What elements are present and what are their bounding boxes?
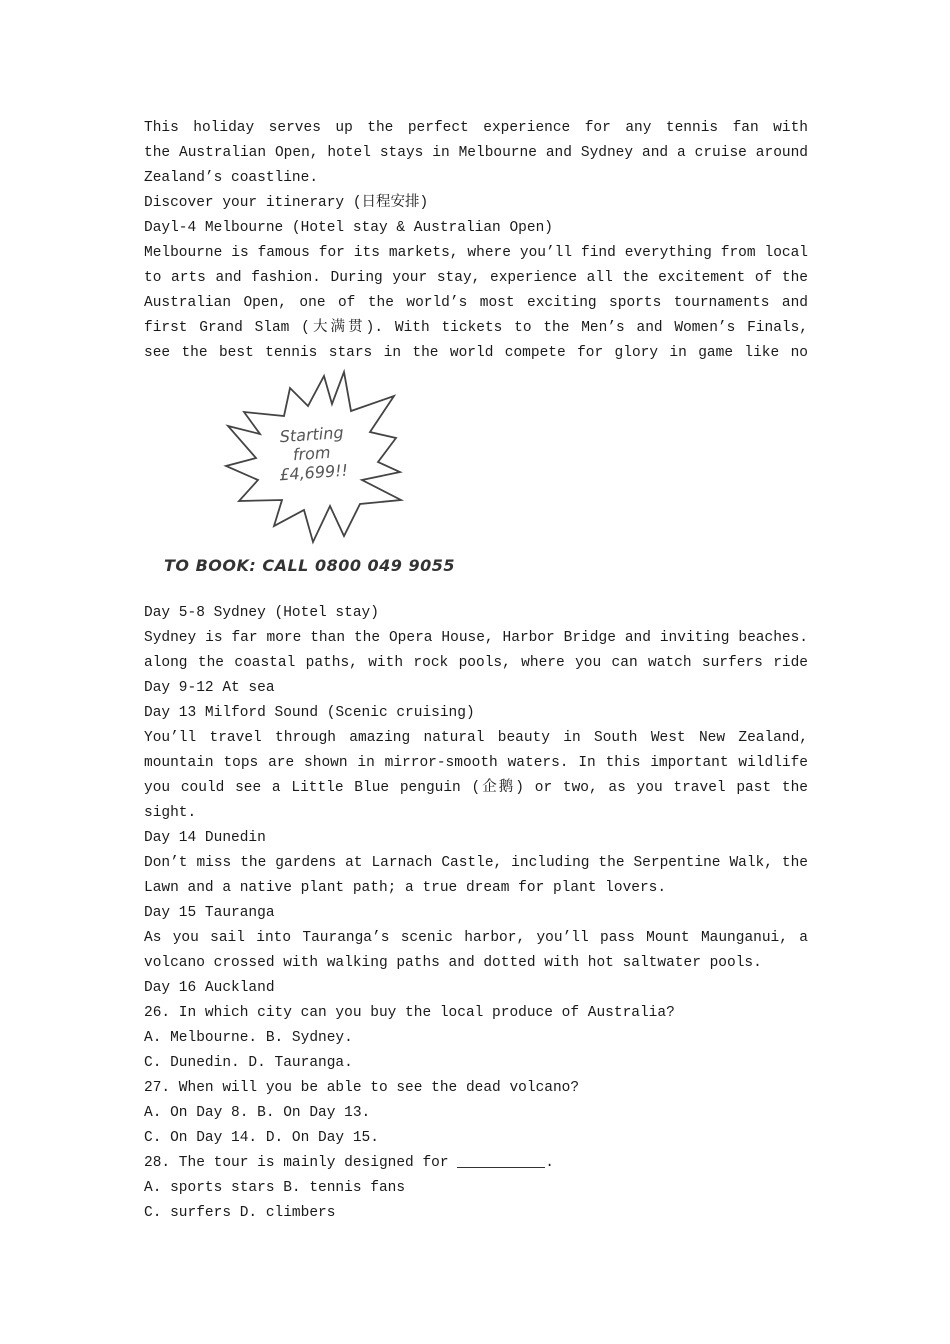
burst-line-1: Starting	[279, 422, 345, 447]
day1-paragraph-line: see the best tennis stars in the world compete for glory in game like no	[144, 345, 808, 361]
day5-paragraph-line: Sydney is far more than the Opera House, Harbor Bridge and inviting beaches.	[144, 630, 808, 646]
question-28-stem: 28. The tour is mainly designed for	[144, 1155, 449, 1171]
question-26-options: C. Dunedin. D. Tauranga.	[144, 1055, 353, 1071]
day15-heading: Day 15 Tauranga	[144, 905, 275, 921]
question-28-period: .	[545, 1155, 554, 1171]
day14-heading: Day 14 Dunedin	[144, 830, 266, 846]
question-28-line	[144, 1151, 808, 1176]
day15-paragraph-line: As you sail into Tauranga’s scenic harbor, you’ll pass Mount Maunganui, a	[144, 930, 808, 946]
burst-line-2: from	[292, 442, 332, 465]
question-27-options: C. On Day 14. D. On Day 15.	[144, 1130, 379, 1146]
day5-paragraph-line: along the coastal paths, with rock pools, where you can watch surfers ride	[144, 655, 808, 671]
starburst-graphic	[144, 366, 484, 601]
day1-paragraph-line: first Grand Slam (大满贯). With tickets to the Men’s and Women’s Finals,	[144, 320, 808, 336]
document-body	[144, 116, 808, 1226]
question-27-options: A. On Day 8. B. On Day 13.	[144, 1105, 371, 1121]
intro-line: Zealand’s coastline.	[144, 170, 319, 186]
day13-paragraph-line: you could see a Little Blue penguin (企鹅) or two, as you travel past the	[144, 780, 808, 796]
day9-heading: Day 9-12 At sea	[144, 680, 275, 696]
day16-heading: Day 16 Auckland	[144, 980, 275, 996]
day14-paragraph-line: Don’t miss the gardens at Larnach Castle, including the Serpentine Walk, the	[144, 855, 808, 871]
question-28-options: A. sports stars B. tennis fans	[144, 1180, 406, 1196]
day13-paragraph-line: You’ll travel through amazing natural beauty in South West New Zealand,	[144, 730, 808, 746]
question-27-stem: 27. When will you be able to see the dead volcano?	[144, 1080, 580, 1096]
itinerary-heading: Discover your itinerary (日程安排)	[144, 195, 429, 211]
day13-heading: Day 13 Milford Sound (Scenic cruising)	[144, 705, 475, 721]
day14-paragraph-line: Lawn and a native plant path; a true dream for plant lovers.	[144, 880, 667, 896]
day1-paragraph-line: Australian Open, one of the world’s most exciting sports tournaments and	[144, 295, 808, 311]
booking-phone-line: TO BOOK: CALL 0800 049 9055	[164, 556, 456, 575]
answer-blank	[457, 1153, 545, 1168]
day13-paragraph-line: sight.	[144, 805, 197, 821]
advert-graphic	[144, 366, 808, 601]
day13-paragraph-line: mountain tops are shown in mirror-smooth waters. In this important wildlife	[144, 755, 808, 771]
question-26-options: A. Melbourne. B. Sydney.	[144, 1030, 353, 1046]
day1-paragraph-line: Melbourne is famous for its markets, where you’ll find everything from local	[144, 245, 808, 261]
intro-line: This holiday serves up the perfect experience for any tennis fan with	[144, 120, 808, 136]
intro-line: the Australian Open, hotel stays in Melbourne and Sydney and a cruise around	[144, 145, 808, 161]
day1-heading: Dayl-4 Melbourne (Hotel stay & Australian Open)	[144, 220, 553, 236]
day1-paragraph-line: to arts and fashion. During your stay, experience all the excitement of the	[144, 270, 808, 286]
question-26-stem: 26. In which city can you buy the local produce of Australia?	[144, 1005, 675, 1021]
question-28-options: C. surfers D. climbers	[144, 1205, 336, 1221]
day15-paragraph-line: volcano crossed with walking paths and dotted with hot saltwater pools.	[144, 955, 762, 971]
day5-heading: Day 5-8 Sydney (Hotel stay)	[144, 605, 379, 621]
burst-line-3: £4,699!!	[278, 460, 349, 485]
